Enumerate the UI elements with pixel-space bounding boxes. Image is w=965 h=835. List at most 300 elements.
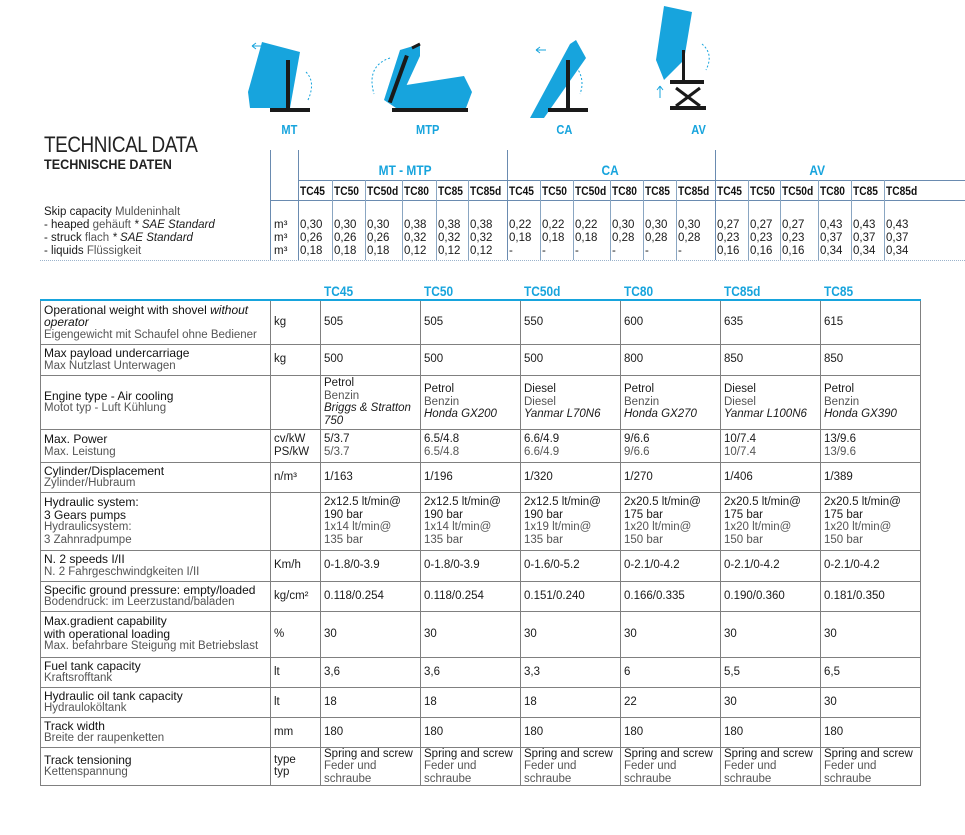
skip-value: 0,12 bbox=[404, 245, 427, 257]
spec-value-text: 550 bbox=[524, 316, 544, 328]
spec-label-en: N. 2 speeds I/II bbox=[44, 552, 125, 566]
model-header-tc50d: TC50d bbox=[367, 184, 399, 198]
model-header-tc50d bbox=[521, 270, 621, 300]
spec-label-en: Track tensioning bbox=[44, 752, 132, 767]
spec-value-text: 18 bbox=[524, 695, 537, 708]
spec-value bbox=[621, 657, 721, 687]
skip-value: 0,32 bbox=[438, 232, 461, 244]
skip-title-de: Muldeninhalt bbox=[111, 206, 181, 218]
spec-value-text: 5,5 bbox=[724, 665, 740, 678]
engine-model-text: Yanmar L70N6 bbox=[524, 408, 601, 421]
spec-value-text: 500 bbox=[324, 353, 344, 366]
hyd-d: 135 bar bbox=[524, 533, 564, 546]
spec-label-de: N. 2 Fahrgeschwindgkeiten I/II bbox=[44, 565, 200, 578]
skip-value: 0,12 bbox=[438, 245, 461, 257]
spec-value bbox=[321, 462, 421, 492]
spec-value bbox=[621, 344, 721, 375]
hyd-b: 175 bar bbox=[824, 508, 864, 521]
spec-label bbox=[41, 375, 271, 429]
model-header-tc45: TC45 bbox=[717, 184, 742, 198]
hyd-b: 190 bar bbox=[324, 508, 364, 521]
model-header-text: TC85d bbox=[723, 282, 760, 299]
spec-row bbox=[41, 657, 921, 687]
mt-icon bbox=[248, 42, 312, 112]
engine-model-text: Honda GX390 bbox=[824, 408, 897, 421]
skip-row-note: * SAE Standard bbox=[109, 232, 193, 244]
spec-label-de2: 3 Zahnradpumpe bbox=[44, 533, 132, 546]
spec-value-text: 30 bbox=[824, 695, 837, 708]
hyd-a: 2x12.5 lt/min@ bbox=[424, 496, 501, 508]
spec-value bbox=[821, 717, 921, 747]
col-divider bbox=[748, 180, 749, 260]
spec-unit bbox=[271, 611, 321, 657]
spec-unit bbox=[271, 657, 321, 687]
spec-unit bbox=[271, 429, 321, 462]
spec-value bbox=[421, 611, 521, 657]
engine-fuel: Petrol bbox=[424, 383, 455, 396]
model-header-text: TC80 bbox=[623, 282, 653, 299]
spec-value bbox=[621, 492, 721, 550]
model-header-tc50: TC50 bbox=[542, 184, 567, 198]
skip-value: 0,34 bbox=[820, 245, 843, 257]
skip-value: 0,38 bbox=[470, 219, 493, 231]
spec-value bbox=[421, 687, 521, 717]
page-subtitle: TECHNISCHE DATEN bbox=[44, 156, 172, 172]
spec-value bbox=[621, 550, 721, 581]
spec-label bbox=[41, 550, 271, 581]
model-header-text: TC45 bbox=[323, 282, 353, 299]
spec-value bbox=[321, 300, 421, 344]
spec-unit-main: n/m³ bbox=[274, 470, 297, 483]
skip-row-unit: m³ bbox=[274, 219, 288, 231]
spec-unit-main: kg bbox=[274, 316, 287, 328]
tens-en: Spring and screw bbox=[524, 747, 613, 760]
tens-en: Spring and screw bbox=[324, 747, 413, 760]
spec-value bbox=[421, 462, 521, 492]
model-header-tc50: TC50 bbox=[750, 184, 775, 198]
spec-value-text: 0-2.1/0-4.2 bbox=[824, 559, 880, 572]
spec-value-text: 13/9.6 bbox=[824, 433, 856, 445]
spec-value-text: 0.181/0.350 bbox=[824, 589, 885, 602]
specs-header-blank bbox=[41, 270, 271, 300]
spec-label-de: Kettenspannung bbox=[44, 766, 128, 779]
spec-value bbox=[421, 492, 521, 550]
skip-value: 0,27 bbox=[750, 219, 773, 231]
skip-value: 0,43 bbox=[886, 219, 909, 231]
spec-value-text: 635 bbox=[724, 316, 744, 328]
spec-value-text: 5/3.7 bbox=[324, 433, 350, 445]
group-ca: CA bbox=[601, 162, 619, 178]
skip-value: 0,32 bbox=[404, 232, 427, 244]
spec-value bbox=[821, 550, 921, 581]
mt-label: MT bbox=[281, 122, 298, 137]
model-header-tc50: TC50 bbox=[334, 184, 359, 198]
spec-label bbox=[41, 611, 271, 657]
skip-row-de: Flüssigkeit bbox=[86, 245, 142, 257]
model-header-tc45: TC45 bbox=[300, 184, 325, 198]
skip-value: 0,43 bbox=[853, 219, 876, 231]
spec-label-en: Track width bbox=[44, 718, 105, 733]
spec-value bbox=[421, 344, 521, 375]
engine-model bbox=[424, 408, 517, 421]
skip-value: 0,43 bbox=[820, 219, 843, 231]
skip-row-unit: m³ bbox=[274, 232, 288, 244]
model-header-tc45: TC45 bbox=[509, 184, 534, 198]
spec-value-text: 1/270 bbox=[624, 470, 653, 483]
col-divider bbox=[643, 180, 644, 260]
skip-value: 0,27 bbox=[717, 219, 740, 231]
model-header-tc80: TC80 bbox=[820, 184, 845, 198]
spec-row bbox=[41, 747, 921, 786]
spec-value bbox=[521, 429, 621, 462]
spec-value-text: 30 bbox=[824, 627, 837, 640]
model-header-tc85 bbox=[821, 270, 921, 300]
spec-unit bbox=[271, 550, 321, 581]
spec-value bbox=[521, 657, 621, 687]
spec-value-alt: 6.5/4.8 bbox=[424, 445, 460, 458]
tens-de2: schraube bbox=[424, 772, 472, 785]
spec-unit-main: kg bbox=[274, 353, 287, 366]
skip-value: 0,38 bbox=[404, 219, 427, 231]
hyd-a: 2x12.5 lt/min@ bbox=[524, 496, 601, 508]
spec-value bbox=[621, 300, 721, 344]
skip-value: 0,28 bbox=[645, 232, 668, 244]
spec-value bbox=[321, 611, 421, 657]
spec-value bbox=[821, 375, 921, 429]
spec-value bbox=[621, 581, 721, 611]
model-header-tc85: TC85 bbox=[438, 184, 463, 198]
skip-value: 0,37 bbox=[886, 232, 909, 244]
model-header-text: TC50d bbox=[523, 282, 560, 299]
engine-model-text: Honda GX200 bbox=[424, 408, 497, 421]
spec-value-text: 3,3 bbox=[524, 665, 540, 678]
spec-value-text: 505 bbox=[324, 316, 344, 328]
spec-value bbox=[521, 492, 621, 550]
spec-value bbox=[321, 581, 421, 611]
spec-value-text: 1/320 bbox=[524, 470, 553, 483]
engine-model-text: Briggs & Stratton 750 bbox=[324, 402, 411, 427]
spec-value bbox=[721, 717, 821, 747]
skip-row-label bbox=[44, 245, 141, 258]
tens-en: Spring and screw bbox=[424, 747, 513, 760]
spec-value-text: 3,6 bbox=[424, 665, 440, 678]
spec-value-text: 1/389 bbox=[824, 470, 853, 483]
spec-value bbox=[721, 375, 821, 429]
spec-value-text: 9/6.6 bbox=[624, 433, 650, 445]
spec-row bbox=[41, 375, 921, 429]
spec-label-en: Specific ground pressure: empty/loaded bbox=[44, 582, 256, 597]
machine-icons-svg bbox=[0, 0, 965, 135]
tens-en: Spring and screw bbox=[724, 747, 813, 760]
spec-label-de: Kraftsrofftank bbox=[44, 672, 113, 684]
ca-icon bbox=[530, 40, 588, 118]
spec-value-text: 30 bbox=[724, 627, 737, 640]
tens-de: Feder und bbox=[524, 760, 577, 772]
spec-value bbox=[721, 611, 821, 657]
spec-label-de: Eigengewicht mit Schaufel ohne Bediener bbox=[44, 328, 257, 341]
hyd-b: 190 bar bbox=[424, 508, 464, 521]
engine-model-text: Honda GX270 bbox=[624, 408, 697, 421]
spec-value bbox=[821, 344, 921, 375]
skip-value: - bbox=[509, 245, 513, 257]
spec-unit-main: lt bbox=[274, 665, 280, 678]
skip-value: 0,23 bbox=[750, 232, 773, 244]
spec-label bbox=[41, 462, 271, 492]
machine-icons-strip bbox=[0, 0, 965, 135]
model-header-tc85d: TC85d bbox=[470, 184, 502, 198]
spec-value bbox=[521, 611, 621, 657]
spec-value bbox=[321, 550, 421, 581]
engine-fuel-de: Diesel bbox=[724, 395, 756, 408]
spec-value-text: 30 bbox=[324, 627, 337, 640]
hyd-c: 1x19 lt/min@ bbox=[524, 521, 592, 533]
skip-value: 0,30 bbox=[334, 219, 357, 231]
spec-label-de: Max. befahrbare Steigung mit Betriebslast bbox=[44, 640, 259, 653]
spec-value-text: 180 bbox=[624, 725, 644, 738]
group-av: AV bbox=[809, 162, 826, 178]
spec-value-alt: 9/6.6 bbox=[624, 445, 650, 458]
page-title: TECHNICAL DATA bbox=[44, 132, 198, 157]
model-header-tc50 bbox=[421, 270, 521, 300]
hyd-c: 1x14 lt/min@ bbox=[424, 521, 492, 533]
spec-unit-main: lt bbox=[274, 695, 280, 708]
spec-row bbox=[41, 581, 921, 611]
skip-value: - bbox=[575, 245, 579, 257]
spec-label-en-em: without operator bbox=[44, 302, 249, 329]
spec-value-text: 0.190/0.360 bbox=[724, 589, 785, 602]
spec-value-text: 18 bbox=[324, 695, 337, 708]
spec-unit-main: type bbox=[274, 753, 296, 766]
specs-header-row bbox=[41, 270, 921, 300]
engine-fuel: Petrol bbox=[824, 383, 855, 396]
spec-value bbox=[821, 687, 921, 717]
spec-label bbox=[41, 581, 271, 611]
spec-value bbox=[421, 300, 521, 344]
hyd-c: 1x20 lt/min@ bbox=[724, 521, 792, 533]
col-divider bbox=[436, 180, 437, 260]
skip-value: 0,22 bbox=[509, 219, 532, 231]
model-header-tc45 bbox=[321, 270, 421, 300]
skip-value: 0,30 bbox=[678, 219, 701, 231]
tens-de2: schraube bbox=[324, 772, 372, 785]
col-divider bbox=[676, 180, 677, 260]
skip-value: 0,18 bbox=[509, 232, 532, 244]
spec-label-de: Bodendruck: im Leerzustand/baladen bbox=[44, 596, 235, 608]
spec-value-text: 505 bbox=[424, 316, 444, 328]
spec-unit bbox=[271, 375, 321, 429]
spec-value-text: 850 bbox=[724, 353, 744, 366]
skip-value: 0,38 bbox=[438, 219, 461, 231]
spec-value-text: 1/163 bbox=[324, 470, 353, 483]
col-divider bbox=[468, 180, 469, 260]
mtp-icon bbox=[372, 44, 472, 112]
spec-value-text: 850 bbox=[824, 353, 844, 366]
spec-value bbox=[421, 375, 521, 429]
spec-value-text: 600 bbox=[624, 316, 644, 328]
skip-value: 0,23 bbox=[717, 232, 740, 244]
skip-value: 0,28 bbox=[612, 232, 635, 244]
spec-unit-main: kg/cm² bbox=[274, 589, 309, 602]
tens-de2: schraube bbox=[624, 772, 672, 785]
engine-fuel-de: Diesel bbox=[524, 395, 556, 408]
spec-label-en: Engine type - Air cooling bbox=[44, 388, 174, 403]
col-divider bbox=[818, 180, 819, 260]
model-header-tc80: TC80 bbox=[404, 184, 429, 198]
spec-value bbox=[421, 717, 521, 747]
skip-value: - bbox=[612, 245, 616, 257]
spec-unit-alt: PS/kW bbox=[274, 445, 310, 458]
skip-title-en: Skip capacity bbox=[44, 206, 112, 218]
spec-value-text: 18 bbox=[424, 695, 437, 708]
spec-unit bbox=[271, 717, 321, 747]
spec-label-en: Fuel tank capacity bbox=[44, 658, 141, 673]
tens-de2: schraube bbox=[524, 772, 572, 785]
engine-fuel: Petrol bbox=[324, 377, 355, 389]
spec-value bbox=[521, 717, 621, 747]
spec-value bbox=[421, 429, 521, 462]
spec-label bbox=[41, 747, 271, 786]
spec-label-de: Breite der raupenketten bbox=[44, 732, 165, 744]
spec-value bbox=[621, 611, 721, 657]
spec-unit-main: Km/h bbox=[274, 559, 301, 572]
model-header-tc85: TC85 bbox=[645, 184, 670, 198]
model-header-tc85: TC85 bbox=[853, 184, 878, 198]
skip-value: 0,32 bbox=[470, 232, 493, 244]
spec-value bbox=[521, 375, 621, 429]
spec-unit bbox=[271, 581, 321, 611]
spec-value-text: 6,5 bbox=[824, 665, 840, 678]
skip-value: 0,18 bbox=[542, 232, 565, 244]
model-header-tc50d: TC50d bbox=[782, 184, 814, 198]
spec-label-de: Max. Leistung bbox=[44, 445, 116, 458]
spec-value bbox=[821, 462, 921, 492]
hyd-d: 150 bar bbox=[824, 533, 864, 546]
spec-label-en: Hydraulic system: bbox=[44, 495, 139, 509]
skip-value: 0,18 bbox=[334, 245, 357, 257]
spec-value-text: 0-2.1/0-4.2 bbox=[624, 559, 680, 572]
spec-value-text: 6.5/4.8 bbox=[424, 433, 460, 445]
engine-fuel: Diesel bbox=[724, 383, 756, 396]
engine-fuel-de: Benzin bbox=[324, 389, 360, 402]
spec-unit bbox=[271, 747, 321, 786]
skip-value: 0,26 bbox=[300, 232, 323, 244]
model-header-tc80 bbox=[621, 270, 721, 300]
spec-unit-main: % bbox=[274, 627, 285, 640]
specs-table bbox=[40, 270, 921, 786]
spec-value-text: 30 bbox=[724, 695, 737, 708]
spec-value-alt: 13/9.6 bbox=[824, 445, 856, 458]
spec-label-en2: 3 Gears pumps bbox=[44, 507, 127, 522]
spec-value-text: 0-1.8/0-3.9 bbox=[324, 559, 380, 572]
hyd-d: 150 bar bbox=[724, 533, 764, 546]
spec-label-en: Hydraulic oil tank capacity bbox=[44, 688, 183, 703]
col-divider bbox=[573, 180, 574, 260]
spec-value bbox=[821, 300, 921, 344]
engine-fuel-de: Benzin bbox=[824, 395, 860, 408]
skip-value: 0,30 bbox=[300, 219, 323, 231]
col-divider bbox=[780, 180, 781, 260]
engine-model bbox=[624, 408, 717, 421]
spec-value-text: 0-2.1/0-4.2 bbox=[724, 559, 780, 572]
tens-en: Spring and screw bbox=[824, 747, 913, 760]
spec-value-text: 3,6 bbox=[324, 665, 340, 678]
tens-de: Feder und bbox=[624, 760, 677, 772]
tens-de: Feder und bbox=[424, 760, 477, 772]
skip-value: - bbox=[542, 245, 546, 257]
col-divider bbox=[884, 180, 885, 260]
skip-value: - bbox=[678, 245, 682, 257]
skip-row-label bbox=[44, 219, 215, 232]
engine-fuel: Petrol bbox=[624, 383, 655, 396]
engine-fuel-de: Benzin bbox=[424, 395, 460, 408]
skip-row-label bbox=[44, 232, 193, 245]
spec-label-de: Max Nutzlast Unterwagen bbox=[44, 359, 176, 372]
engine-model bbox=[724, 408, 817, 421]
col-divider bbox=[365, 180, 366, 260]
model-header-tc85d: TC85d bbox=[678, 184, 710, 198]
hyd-d: 135 bar bbox=[424, 533, 464, 546]
skip-value: 0,22 bbox=[575, 219, 598, 231]
skip-value: 0,18 bbox=[575, 232, 598, 244]
spec-value-text: 180 bbox=[724, 725, 744, 738]
spec-value-text: 0.118/0.254 bbox=[324, 589, 384, 602]
spec-value bbox=[821, 747, 921, 786]
spec-value-text: 180 bbox=[524, 725, 544, 738]
spec-value bbox=[721, 492, 821, 550]
tens-de: Feder und bbox=[324, 760, 377, 772]
spec-value bbox=[321, 375, 421, 429]
spec-unit-main: mm bbox=[274, 725, 294, 738]
spec-value bbox=[821, 429, 921, 462]
spec-label-en: Cylinder/Displacement bbox=[44, 463, 165, 478]
spec-unit-main: cv/kW bbox=[274, 433, 306, 445]
spec-value bbox=[321, 344, 421, 375]
spec-value-text: 0.118/0.254 bbox=[424, 589, 484, 602]
spec-value-text: 0.166/0.335 bbox=[624, 589, 685, 602]
spec-label-de: Motot typ - Luft Kühlung bbox=[44, 402, 167, 414]
skip-value: 0,30 bbox=[612, 219, 635, 231]
skip-value: 0,26 bbox=[334, 232, 357, 244]
spec-value bbox=[721, 687, 821, 717]
model-header-tc80: TC80 bbox=[612, 184, 637, 198]
spec-unit bbox=[271, 462, 321, 492]
spec-row bbox=[41, 300, 921, 344]
spec-value bbox=[421, 747, 521, 786]
hyd-c: 1x20 lt/min@ bbox=[624, 521, 692, 533]
skip-row-de: flach bbox=[84, 232, 110, 244]
ca-label: CA bbox=[556, 122, 573, 137]
spec-value-alt: 6.6/4.9 bbox=[524, 445, 560, 458]
skip-value: 0,26 bbox=[367, 232, 390, 244]
spec-value bbox=[521, 462, 621, 492]
spec-value bbox=[821, 492, 921, 550]
spec-value bbox=[321, 747, 421, 786]
spec-value bbox=[621, 687, 721, 717]
engine-model bbox=[324, 402, 417, 427]
skip-row-en: - liquids bbox=[44, 245, 87, 257]
mtp-label: MTP bbox=[416, 122, 440, 137]
hyd-a: 2x12.5 lt/min@ bbox=[324, 496, 401, 508]
spec-value-text: 10/7.4 bbox=[724, 433, 756, 445]
skip-value: 0,37 bbox=[820, 232, 843, 244]
spec-value-text: 6.6/4.9 bbox=[524, 433, 560, 445]
skip-value: 0,30 bbox=[367, 219, 390, 231]
model-header-text: TC50 bbox=[423, 282, 453, 299]
engine-model-text: Yanmar L100N6 bbox=[724, 408, 807, 421]
spec-row bbox=[41, 717, 921, 747]
spec-value-text: 1/406 bbox=[724, 470, 753, 483]
spec-value-text: 180 bbox=[424, 725, 444, 738]
